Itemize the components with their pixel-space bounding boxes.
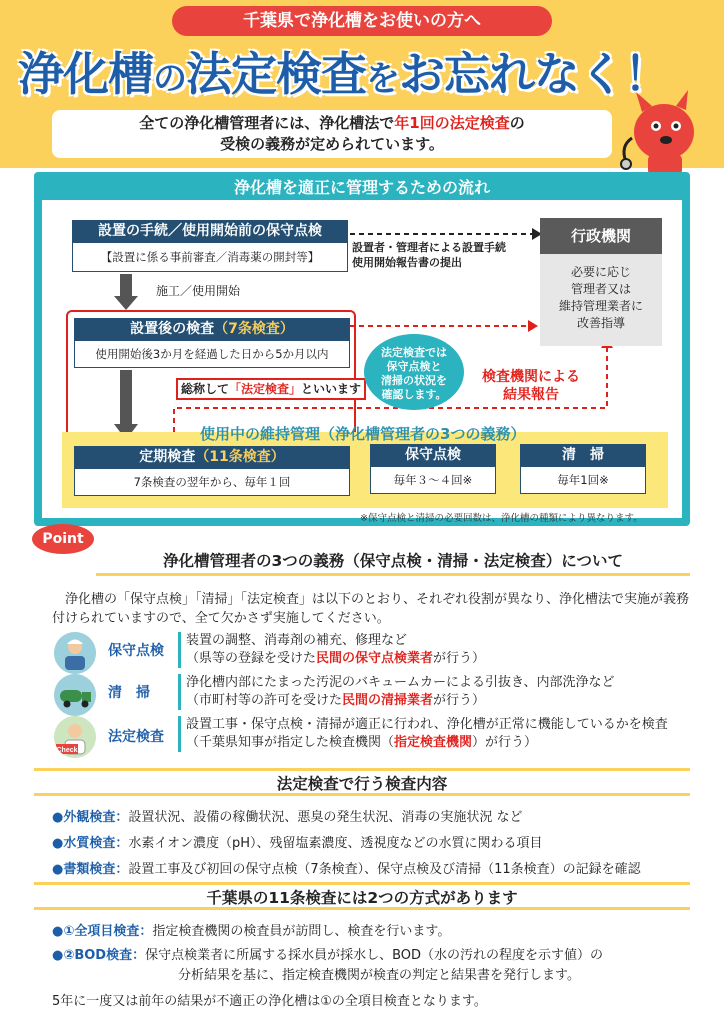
flow-title: 浄化槽を適正に管理するための流れ: [233, 178, 490, 197]
row-highlight: 民間の保守点検業者: [316, 651, 434, 666]
intro-text: 受検の義務が定められています。: [220, 135, 444, 153]
row-divider: [178, 674, 181, 710]
item-text: 保守点検業者に所属する採水員が採水し、BOD（水の汚れの程度を示す値）の: [145, 948, 604, 963]
cleaning-body: 毎年1回※: [520, 466, 646, 494]
admin-line: 必要に応じ: [570, 265, 631, 279]
item-text: 指定検査機関の検査員が訪問し、検査を行います。: [152, 924, 451, 939]
row-highlight: 指定検査機関: [394, 735, 473, 750]
row-line: が行う）: [433, 651, 486, 666]
admin-line: 改善指導: [576, 316, 625, 330]
row-text-cleaning: [186, 674, 706, 710]
row-line: （千葉県知事が指定した検査機関（: [186, 735, 395, 750]
general-highlight: 「法定検査」: [228, 382, 301, 396]
row-line: ）が行う）: [472, 735, 538, 750]
row-text-maintenance: [186, 632, 706, 668]
row-label-cleaning: 清掃: [108, 685, 164, 701]
title-part: お忘れなく！: [399, 47, 669, 101]
main-title: [18, 40, 708, 108]
method-bod-inspection: [52, 944, 702, 963]
method-full-inspection: [52, 920, 702, 939]
setup-notification-text: [352, 240, 540, 270]
periodic-inspection-body: 7条検査の翌年から、毎年１回: [74, 468, 350, 496]
result-report-label: [476, 368, 586, 404]
maintenance-title: 使用中の維持管理（浄化槽管理者の3つの義務）: [200, 425, 526, 443]
collective-name-label: [176, 378, 366, 400]
bubble-line: 確認します。: [381, 388, 447, 401]
item-text: 設置状況、設備の稼働状況、悪臭の発生状況、消毒の実施状況 など: [128, 810, 523, 825]
report-line: 結果報告: [503, 387, 559, 403]
box-head-text: 設置後の検査: [130, 321, 215, 337]
title-part: 浄化槽: [18, 47, 153, 101]
admin-line: 維持管理業者に: [558, 299, 643, 313]
setup-procedure-header: 設置の手続／使用開始前の保守点検: [72, 220, 348, 242]
item-label: ●外観検査：: [52, 810, 129, 825]
point-badge: Point: [32, 524, 94, 554]
methods-heading: 千葉県の11条検査には2つの方式があります: [34, 882, 690, 910]
inspection-item: [52, 806, 702, 825]
inspector-icon: [54, 716, 96, 758]
row-highlight: 民間の清掃業者: [342, 693, 434, 708]
notify-line: 使用開始報告書の提出: [352, 256, 462, 269]
general-text: といいます: [301, 382, 362, 396]
flow-footnote: ※保守点検と清掃の必要回数は、浄化槽の種類により異なります。: [360, 513, 643, 524]
maintenance-check-header: 保守点検: [370, 444, 496, 466]
setup-procedure-body: 【設置に係る事前審査／消毒薬の開封等】: [72, 242, 348, 272]
duties-heading: 浄化槽管理者の3つの義務（保守点検・清掃・法定検査）について: [96, 548, 690, 576]
report-line: 検査機関による: [482, 369, 580, 385]
construction-label: 施工／使用開始: [156, 284, 241, 298]
methods-note: 5年に一度又は前年の結果が不適正の浄化槽は①の全項目検査となります。: [52, 994, 487, 1009]
item-text: 水素イオン濃度（pH）、残留塩素濃度、透視度などの水質に関わる項目: [128, 836, 543, 851]
duties-paragraph: 浄化槽の「保守点検」「清掃」「法定検査」は以下のとおり、それぞれ役割が異なり、浄化槽法で実施が義務付けられていますので、全て欠かさず実施してください。: [52, 592, 690, 626]
row-line: 浄化槽内部にたまった汚泥のバキュームカーによる引抜き、内部洗浄など: [186, 675, 615, 690]
box-head-highlight: （7条検査）: [214, 321, 294, 337]
check-label: Check: [56, 747, 78, 754]
cleaning-header: 清 掃: [520, 444, 646, 466]
admin-line: 管理者又は: [570, 282, 631, 296]
row-line: 設置工事・保守点検・清掃が適正に行われ、浄化槽が正常に機能しているかを検査: [186, 717, 668, 732]
intro-text: の: [509, 114, 525, 132]
title-part: の: [153, 59, 186, 99]
row-text-inspection: [186, 716, 706, 752]
notify-line: 設置者・管理者による設置手続: [352, 241, 506, 254]
item-label: ●①全項目検査：: [52, 924, 153, 939]
row-label-maintenance: 保守点検: [108, 643, 164, 659]
intro-box: [52, 110, 612, 158]
method-bod-inspection-cont: 分析結果を基に、指定検査機関が検査の判定と結果書を発行します。: [178, 968, 580, 983]
periodic-inspection-header: [74, 446, 350, 468]
general-text: 総称して: [180, 382, 229, 396]
box-head-highlight: （11条検査）: [195, 449, 285, 465]
mascot-chiba-kun-icon: [612, 88, 718, 184]
maintenance-worker-icon: [54, 632, 96, 674]
admin-agency-body: [540, 254, 662, 346]
box-head-text: 定期検査: [139, 449, 196, 465]
inspection-heading: 法定検査で行う検査内容: [34, 768, 690, 796]
title-part: 法定検査: [186, 47, 366, 101]
audience-pill: 千葉県で浄化槽をお使いの方へ: [172, 6, 552, 36]
title-part: を: [366, 59, 399, 99]
row-line: （市町村等の許可を受けた: [186, 693, 343, 708]
row-label-inspection: 法定検査: [108, 729, 164, 745]
intro-highlight: 年1回の法定検査: [394, 114, 510, 132]
admin-agency-header: 行政機関: [540, 218, 662, 254]
maintenance-check-body: 毎年３～４回※: [370, 466, 496, 494]
row-divider: [178, 716, 181, 752]
post-install-inspection-body: 使用開始後3か月を経過した日から5か月以内: [74, 340, 350, 368]
bubble-line: 清掃の状況を: [381, 374, 447, 387]
intro-text: 全ての浄化槽管理者には、浄化槽法で: [139, 114, 395, 132]
info-bubble: [364, 334, 464, 410]
inspection-item: [52, 832, 702, 851]
post-install-inspection-header: [74, 318, 350, 340]
row-line: 装置の調整、消毒剤の補充、修理など: [186, 633, 408, 648]
row-divider: [178, 632, 181, 668]
bubble-line: 保守点検と: [386, 360, 442, 373]
item-label: ●水質検査：: [52, 836, 129, 851]
row-line: が行う）: [433, 693, 486, 708]
inspection-item: [52, 858, 702, 877]
row-line: （県等の登録を受けた: [186, 651, 317, 666]
item-label: ●②BOD検査：: [52, 948, 146, 963]
bubble-line: 法定検査では: [381, 346, 447, 359]
vacuum-truck-icon: [54, 674, 96, 716]
item-label: ●書類検査：: [52, 862, 129, 877]
item-text: 設置工事及び初回の保守点検（7条検査）、保守点検及び清掃（11条検査）の記録を確認: [128, 862, 641, 877]
